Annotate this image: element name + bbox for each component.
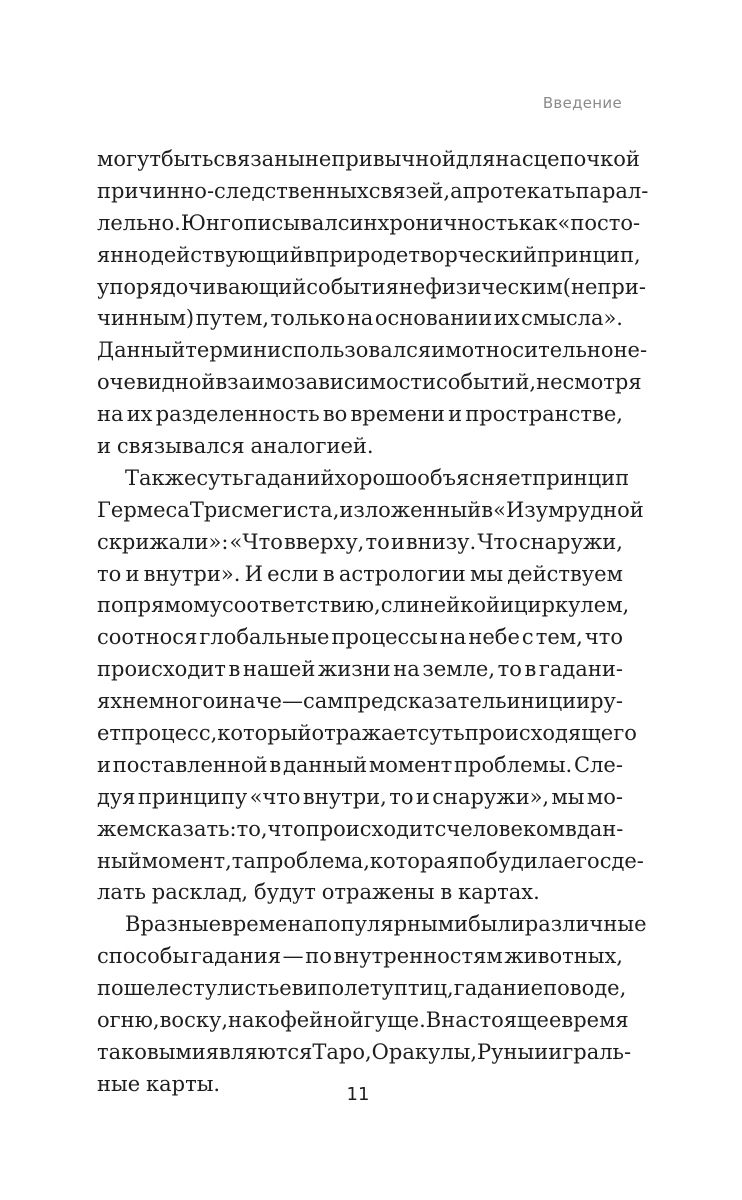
text-line bbox=[97, 973, 627, 1005]
word: ях bbox=[97, 689, 123, 714]
word: снаружи, bbox=[518, 529, 623, 554]
text-line bbox=[97, 590, 630, 622]
word: в bbox=[440, 880, 453, 905]
word: сам bbox=[302, 689, 344, 714]
word: — bbox=[282, 944, 304, 969]
word: были bbox=[468, 912, 525, 937]
word: действующий bbox=[150, 242, 304, 267]
word: побудила bbox=[459, 848, 564, 873]
word: по bbox=[543, 976, 570, 1001]
word: «Что bbox=[229, 529, 283, 554]
word: что bbox=[584, 625, 623, 650]
word: для bbox=[455, 147, 496, 171]
word: полету bbox=[317, 976, 394, 1001]
text-line bbox=[97, 272, 646, 304]
word: в bbox=[481, 497, 494, 522]
word: действуем bbox=[507, 561, 623, 586]
word: упорядочивающий bbox=[97, 274, 307, 299]
word: в bbox=[269, 752, 282, 777]
word: прямому bbox=[123, 593, 222, 618]
word: по bbox=[97, 593, 124, 618]
text-line bbox=[97, 782, 623, 814]
word: нашей bbox=[242, 657, 316, 682]
word: быть bbox=[160, 147, 214, 171]
word: синхроничность bbox=[337, 210, 519, 235]
text-line bbox=[97, 1037, 632, 1069]
text-line bbox=[97, 622, 623, 654]
word: на bbox=[393, 657, 420, 682]
word: животных, bbox=[504, 944, 623, 969]
word: изложенный bbox=[339, 497, 482, 522]
word: аналогией. bbox=[250, 434, 374, 459]
word: основании bbox=[374, 306, 493, 331]
word: отражены bbox=[321, 880, 435, 905]
word: во bbox=[322, 402, 348, 427]
word: хорошо bbox=[334, 465, 418, 490]
word: не bbox=[304, 147, 332, 171]
word: кофейной bbox=[254, 1008, 364, 1033]
word: и bbox=[390, 529, 405, 554]
word: В bbox=[425, 1008, 442, 1033]
word: протекать bbox=[462, 178, 576, 203]
word: мы bbox=[470, 561, 504, 586]
word: гадание bbox=[453, 976, 544, 1001]
word: если bbox=[267, 561, 319, 586]
text-line bbox=[97, 1005, 629, 1037]
word: дуя bbox=[97, 784, 136, 809]
word: (непри- bbox=[562, 274, 646, 299]
word: внизу. bbox=[405, 529, 477, 554]
word: жизни bbox=[317, 657, 391, 682]
word: который bbox=[217, 721, 312, 746]
word: и bbox=[303, 976, 318, 1001]
word: та bbox=[231, 848, 256, 873]
word: путем, bbox=[195, 306, 270, 331]
word: популярными bbox=[313, 912, 469, 937]
text-line bbox=[97, 240, 641, 272]
word: в bbox=[322, 561, 335, 586]
word: связывался bbox=[116, 434, 245, 459]
word: данный bbox=[282, 752, 368, 777]
text-line bbox=[97, 431, 623, 463]
word: в bbox=[228, 657, 241, 682]
word: цепочкой bbox=[533, 147, 640, 171]
word: событий, bbox=[436, 370, 537, 395]
word: то, bbox=[236, 816, 268, 841]
word: Сле- bbox=[574, 752, 623, 777]
text-line bbox=[97, 559, 623, 591]
word: момент bbox=[368, 752, 453, 777]
word: птиц, bbox=[393, 976, 454, 1001]
word: шелесту bbox=[123, 976, 218, 1001]
word: тем, bbox=[535, 625, 583, 650]
word: отражает bbox=[311, 721, 418, 746]
word: что bbox=[267, 816, 306, 841]
word: происходящего bbox=[464, 721, 637, 746]
word: гадания bbox=[190, 944, 281, 969]
text-line bbox=[97, 846, 644, 878]
word: разные bbox=[140, 912, 221, 937]
text-line bbox=[97, 877, 623, 909]
word: Трисмегиста, bbox=[189, 497, 340, 522]
word: Руны bbox=[477, 1039, 535, 1064]
word: на bbox=[439, 625, 467, 650]
word: с bbox=[521, 625, 534, 650]
page-number: 11 bbox=[346, 1084, 370, 1105]
word: Гермеса bbox=[97, 497, 190, 522]
word: воде, bbox=[569, 976, 627, 1001]
body-text bbox=[97, 144, 649, 1101]
text-line bbox=[97, 303, 623, 335]
word: по bbox=[97, 976, 124, 1001]
word: пространстве, bbox=[465, 402, 623, 427]
word: огню, bbox=[97, 1008, 160, 1033]
word: их bbox=[493, 306, 520, 331]
word: небе bbox=[468, 625, 520, 650]
word: связаны bbox=[213, 147, 305, 171]
word: таковыми bbox=[97, 1039, 206, 1064]
word: человеком bbox=[446, 816, 565, 841]
word: снаружи», bbox=[432, 784, 550, 809]
word: линейкой bbox=[392, 593, 500, 618]
word: на bbox=[346, 306, 374, 331]
word: очевидной bbox=[97, 370, 216, 395]
word: а bbox=[450, 178, 463, 203]
word: «что bbox=[249, 784, 301, 809]
word: и bbox=[415, 784, 430, 809]
word: момент, bbox=[141, 848, 232, 873]
word: принцип, bbox=[537, 242, 641, 267]
word: могут bbox=[97, 147, 161, 171]
word: время bbox=[561, 1008, 629, 1033]
word: листьев bbox=[217, 976, 304, 1001]
word: картах. bbox=[458, 880, 540, 905]
text-line bbox=[97, 718, 637, 750]
word: времена bbox=[221, 912, 314, 937]
word: его bbox=[563, 848, 600, 873]
word: их bbox=[126, 402, 153, 427]
word: смысла». bbox=[521, 306, 623, 331]
word: иначе bbox=[215, 689, 282, 714]
text-line bbox=[97, 176, 649, 208]
word: ет bbox=[97, 721, 122, 746]
word: и bbox=[534, 1039, 549, 1064]
text-line bbox=[97, 750, 623, 782]
word: Оракулы, bbox=[371, 1039, 478, 1064]
text-line bbox=[97, 208, 641, 240]
word: расклад, bbox=[151, 880, 249, 905]
word: как bbox=[518, 210, 558, 235]
word: суть bbox=[417, 721, 465, 746]
word: соответствию, bbox=[222, 593, 381, 618]
word: только bbox=[270, 306, 346, 331]
word: то bbox=[97, 561, 122, 586]
word: и bbox=[97, 434, 111, 459]
word: объясняет bbox=[417, 465, 533, 490]
word: скрижали»: bbox=[97, 529, 229, 554]
word: и bbox=[448, 402, 463, 427]
text-line bbox=[97, 909, 647, 941]
word: процессы bbox=[331, 625, 438, 650]
word: в bbox=[303, 242, 316, 267]
word: им bbox=[431, 338, 462, 363]
word: мы bbox=[551, 784, 585, 809]
word: и bbox=[125, 561, 140, 586]
word: процесс, bbox=[121, 721, 218, 746]
word: глобальные bbox=[199, 625, 330, 650]
word: взаимозависимости bbox=[215, 370, 437, 395]
word: происходит bbox=[97, 657, 226, 682]
text-line bbox=[97, 814, 623, 846]
word: И bbox=[244, 561, 263, 586]
word: играль- bbox=[548, 1039, 632, 1064]
word: ные bbox=[97, 1071, 141, 1096]
word: являются bbox=[205, 1039, 313, 1064]
word: предсказатель bbox=[343, 689, 507, 714]
word: природе bbox=[315, 242, 409, 267]
word: жем bbox=[97, 816, 146, 841]
word: — bbox=[281, 689, 303, 714]
word: термин bbox=[185, 338, 268, 363]
word: которая bbox=[369, 848, 460, 873]
running-header-section-title: Введение bbox=[542, 94, 622, 112]
word: сказать: bbox=[145, 816, 237, 841]
word: суть bbox=[196, 465, 244, 490]
word: «посто- bbox=[557, 210, 641, 235]
word: настоящее bbox=[441, 1008, 562, 1033]
word: и bbox=[97, 752, 111, 777]
word: разделенность bbox=[155, 402, 320, 427]
word: немного bbox=[122, 689, 216, 714]
word: связей, bbox=[368, 178, 451, 203]
word: лать bbox=[97, 880, 146, 905]
text-line bbox=[97, 941, 623, 973]
text-line bbox=[97, 527, 623, 559]
word: в bbox=[565, 816, 577, 841]
word: проблема, bbox=[255, 848, 370, 873]
word: творческий bbox=[408, 242, 538, 267]
text-line bbox=[97, 495, 644, 527]
word: вверху, bbox=[283, 529, 365, 554]
text-line bbox=[97, 463, 630, 495]
word: в bbox=[524, 657, 537, 682]
word: на bbox=[97, 402, 124, 427]
word: причинно-следственных bbox=[97, 178, 369, 203]
word: и bbox=[500, 593, 514, 618]
word: Что bbox=[477, 529, 518, 554]
word: то bbox=[497, 657, 522, 682]
word: земле, bbox=[422, 657, 496, 682]
word: Данный bbox=[97, 338, 186, 363]
word: будут bbox=[254, 880, 316, 905]
word: Также bbox=[125, 465, 197, 490]
word: на bbox=[228, 1008, 255, 1033]
word: привычной bbox=[331, 147, 456, 171]
word: гадани- bbox=[538, 657, 623, 682]
word: ный bbox=[97, 848, 142, 873]
word: принципу bbox=[137, 784, 248, 809]
word: различные bbox=[524, 912, 647, 937]
word: внутри». bbox=[143, 561, 241, 586]
text-line bbox=[97, 335, 648, 367]
word: Таро, bbox=[312, 1039, 372, 1064]
word: поставленной bbox=[112, 752, 268, 777]
word: с bbox=[434, 816, 447, 841]
word: сде- bbox=[599, 848, 644, 873]
word: лельно. bbox=[97, 210, 181, 235]
word: времени bbox=[350, 402, 445, 427]
word: В bbox=[125, 912, 141, 937]
word: с bbox=[380, 593, 393, 618]
word: дан- bbox=[576, 816, 624, 841]
word: то bbox=[365, 529, 390, 554]
word: мо- bbox=[586, 784, 623, 809]
word: описывал bbox=[230, 210, 338, 235]
word: астрологии bbox=[338, 561, 466, 586]
text-line bbox=[97, 399, 623, 431]
word: то bbox=[389, 784, 414, 809]
word: события bbox=[306, 274, 399, 299]
text-line bbox=[97, 686, 623, 718]
word: по bbox=[305, 944, 332, 969]
word: чинным) bbox=[97, 306, 195, 331]
word: несмотря bbox=[536, 370, 642, 395]
word: способы bbox=[97, 944, 190, 969]
word: иницииру- bbox=[506, 689, 623, 714]
word: парал- bbox=[575, 178, 649, 203]
word: циркулем, bbox=[514, 593, 630, 618]
word: гаданий bbox=[243, 465, 335, 490]
word: гуще. bbox=[363, 1008, 426, 1033]
word: карты. bbox=[146, 1071, 221, 1096]
word: внутренностям bbox=[333, 944, 503, 969]
word: происходит bbox=[305, 816, 435, 841]
word: янно bbox=[97, 242, 151, 267]
word: Юнг bbox=[180, 210, 231, 235]
word: относительно bbox=[461, 338, 614, 363]
word: внутри, bbox=[302, 784, 387, 809]
word: не- bbox=[613, 338, 648, 363]
text-line bbox=[97, 654, 623, 686]
word: воску, bbox=[159, 1008, 228, 1033]
word: нефизическим bbox=[398, 274, 563, 299]
text-line bbox=[97, 367, 642, 399]
word: соотнося bbox=[97, 625, 198, 650]
word: принцип bbox=[532, 465, 630, 490]
word: использовался bbox=[267, 338, 432, 363]
text-line bbox=[97, 144, 640, 176]
word: проблемы. bbox=[454, 752, 573, 777]
word: «Изумрудной bbox=[493, 497, 644, 522]
word: нас bbox=[495, 147, 534, 171]
